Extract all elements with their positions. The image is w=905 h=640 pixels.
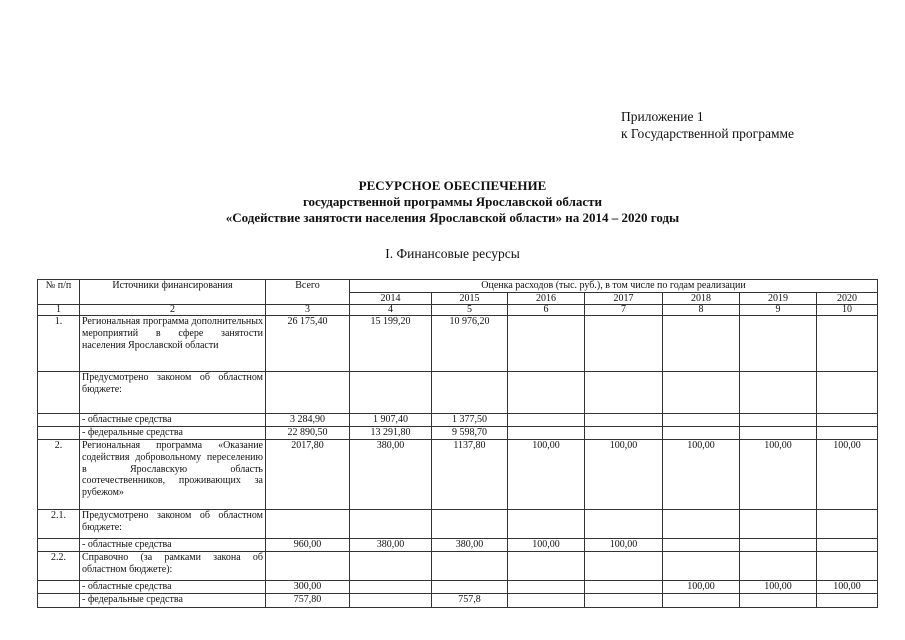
row-value-cell [585,316,663,372]
header-year: 2014 [350,292,432,305]
row-value-cell [432,581,508,594]
row-source-cell: Предусмотрено законом об областном бюджете: [80,510,266,539]
row-value-cell [508,372,585,414]
row-value-cell [350,594,432,608]
row-value-cell [663,539,740,552]
row-value-cell [585,372,663,414]
row-value-cell: 9 598,70 [432,427,508,440]
column-number: 1 [38,305,80,316]
row-value-cell [432,510,508,539]
row-value-cell [663,510,740,539]
row-value-cell [740,414,817,427]
table-body [38,280,878,608]
table-row [38,552,878,581]
row-value-cell [663,372,740,414]
row-number-cell: 2. [38,440,80,510]
row-value-cell [508,316,585,372]
row-value-cell: 26 175,40 [266,316,350,372]
row-value-cell [663,414,740,427]
title-line-2: государственной программы Ярославской области [302,194,603,209]
column-number: 8 [663,305,740,316]
row-value-cell [585,414,663,427]
row-value-cell [585,510,663,539]
title-line-3: «Содействие занятости населения Ярославской области» на 2014 – 2020 годы [225,210,680,225]
row-source-cell: Региональная программа дополнительных мероприятий в сфере занятости населения Ярославской области [80,316,266,372]
row-value-cell [817,552,878,581]
header-year: 2016 [508,292,585,305]
section-title: I. Финансовые ресурсы [385,246,520,261]
header-no: № п/п [38,280,80,305]
row-value-cell: 100,00 [817,581,878,594]
column-number: 3 [266,305,350,316]
row-value-cell [740,539,817,552]
row-source-cell: - федеральные средства [80,427,266,440]
row-value-cell [350,581,432,594]
header-source: Источники финансирования [80,280,266,305]
column-number: 6 [508,305,585,316]
resources-table [37,279,878,608]
row-number-cell [38,372,80,414]
row-value-cell [585,594,663,608]
row-value-cell [663,594,740,608]
row-value-cell [266,372,350,414]
column-number: 7 [585,305,663,316]
document-title [0,178,905,226]
row-value-cell [817,539,878,552]
column-numbers-row [38,305,878,316]
row-value-cell [350,372,432,414]
row-value-cell [740,427,817,440]
header-year: 2015 [432,292,508,305]
row-number-cell: 1. [38,316,80,372]
row-value-cell [740,594,817,608]
row-value-cell [663,316,740,372]
row-value-cell: 100,00 [508,440,585,510]
row-value-cell [740,552,817,581]
row-value-cell [585,552,663,581]
row-value-cell: 380,00 [350,539,432,552]
title-line-1: РЕСУРСНОЕ ОБЕСПЕЧЕНИЕ [358,178,547,193]
column-number: 9 [740,305,817,316]
table-row [38,510,878,539]
row-source-cell: - областные средства [80,414,266,427]
row-value-cell [817,594,878,608]
column-number: 4 [350,305,432,316]
row-value-cell [508,414,585,427]
column-number: 5 [432,305,508,316]
appendix-line-1: Приложение 1 [621,109,704,124]
row-value-cell [508,594,585,608]
row-value-cell: 13 291,80 [350,427,432,440]
row-value-cell [740,510,817,539]
row-source-cell: Предусмотрено законом об областном бюджете: [80,372,266,414]
row-value-cell: 100,00 [663,440,740,510]
row-value-cell [508,427,585,440]
row-value-cell [817,414,878,427]
row-value-cell: 1 907,40 [350,414,432,427]
row-value-cell: 380,00 [350,440,432,510]
row-value-cell: 2017,80 [266,440,350,510]
row-value-cell [663,552,740,581]
row-value-cell [432,552,508,581]
row-value-cell [740,316,817,372]
row-value-cell: 100,00 [817,440,878,510]
row-value-cell [585,427,663,440]
row-value-cell [266,552,350,581]
header-year: 2018 [663,292,740,305]
row-value-cell [585,581,663,594]
row-value-cell: 1137,80 [432,440,508,510]
row-value-cell: 960,00 [266,539,350,552]
row-value-cell: 757,8 [432,594,508,608]
row-value-cell: 22 890,50 [266,427,350,440]
row-source-cell: Региональная программа «Оказание содействия добровольному переселению в Ярославскую область соотечественников, проживающих за рубежом» [80,440,266,510]
row-value-cell [432,372,508,414]
row-value-cell [350,510,432,539]
row-value-cell [817,510,878,539]
row-value-cell: 100,00 [585,440,663,510]
row-number-cell [38,427,80,440]
row-value-cell: 300,00 [266,581,350,594]
row-value-cell: 100,00 [740,440,817,510]
row-value-cell [817,427,878,440]
row-value-cell: 10 976,20 [432,316,508,372]
table-row [38,594,878,608]
column-number: 10 [817,305,878,316]
row-source-cell: - федеральные средства [80,594,266,608]
header-total: Всего [266,280,350,305]
header-year: 2017 [585,292,663,305]
table-row [38,440,878,510]
row-number-cell: 2.1. [38,510,80,539]
row-source-cell: - областные средства [80,581,266,594]
row-value-cell [508,552,585,581]
row-value-cell: 100,00 [508,539,585,552]
row-value-cell [817,372,878,414]
column-number: 2 [80,305,266,316]
row-value-cell: 380,00 [432,539,508,552]
table-row [38,581,878,594]
row-value-cell [508,510,585,539]
row-value-cell [508,581,585,594]
row-number-cell [38,594,80,608]
row-value-cell: 1 377,50 [432,414,508,427]
table-row [38,372,878,414]
header-year: 2019 [740,292,817,305]
row-number-cell [38,414,80,427]
row-source-cell: Справочно (за рамками закона об областном бюджете): [80,552,266,581]
row-value-cell [740,372,817,414]
row-value-cell: 100,00 [585,539,663,552]
row-source-cell: - областные средства [80,539,266,552]
row-number-cell: 2.2. [38,552,80,581]
header-estimate: Оценка расходов (тыс. руб.), в том числе по годам реализации [350,280,878,293]
appendix-line-2: к Государственной программе [621,126,795,141]
row-number-cell [38,581,80,594]
row-value-cell: 100,00 [740,581,817,594]
row-value-cell: 100,00 [663,581,740,594]
row-value-cell: 757,80 [266,594,350,608]
table-row [38,539,878,552]
row-value-cell: 3 284,90 [266,414,350,427]
row-number-cell [38,539,80,552]
header-row [38,280,878,293]
appendix-caption [621,108,794,142]
header-year: 2020 [817,292,878,305]
row-value-cell [266,510,350,539]
row-value-cell [817,316,878,372]
row-value-cell [663,427,740,440]
table-row [38,414,878,427]
row-value-cell [350,552,432,581]
row-value-cell: 15 199,20 [350,316,432,372]
table-row [38,316,878,372]
table-row [38,427,878,440]
